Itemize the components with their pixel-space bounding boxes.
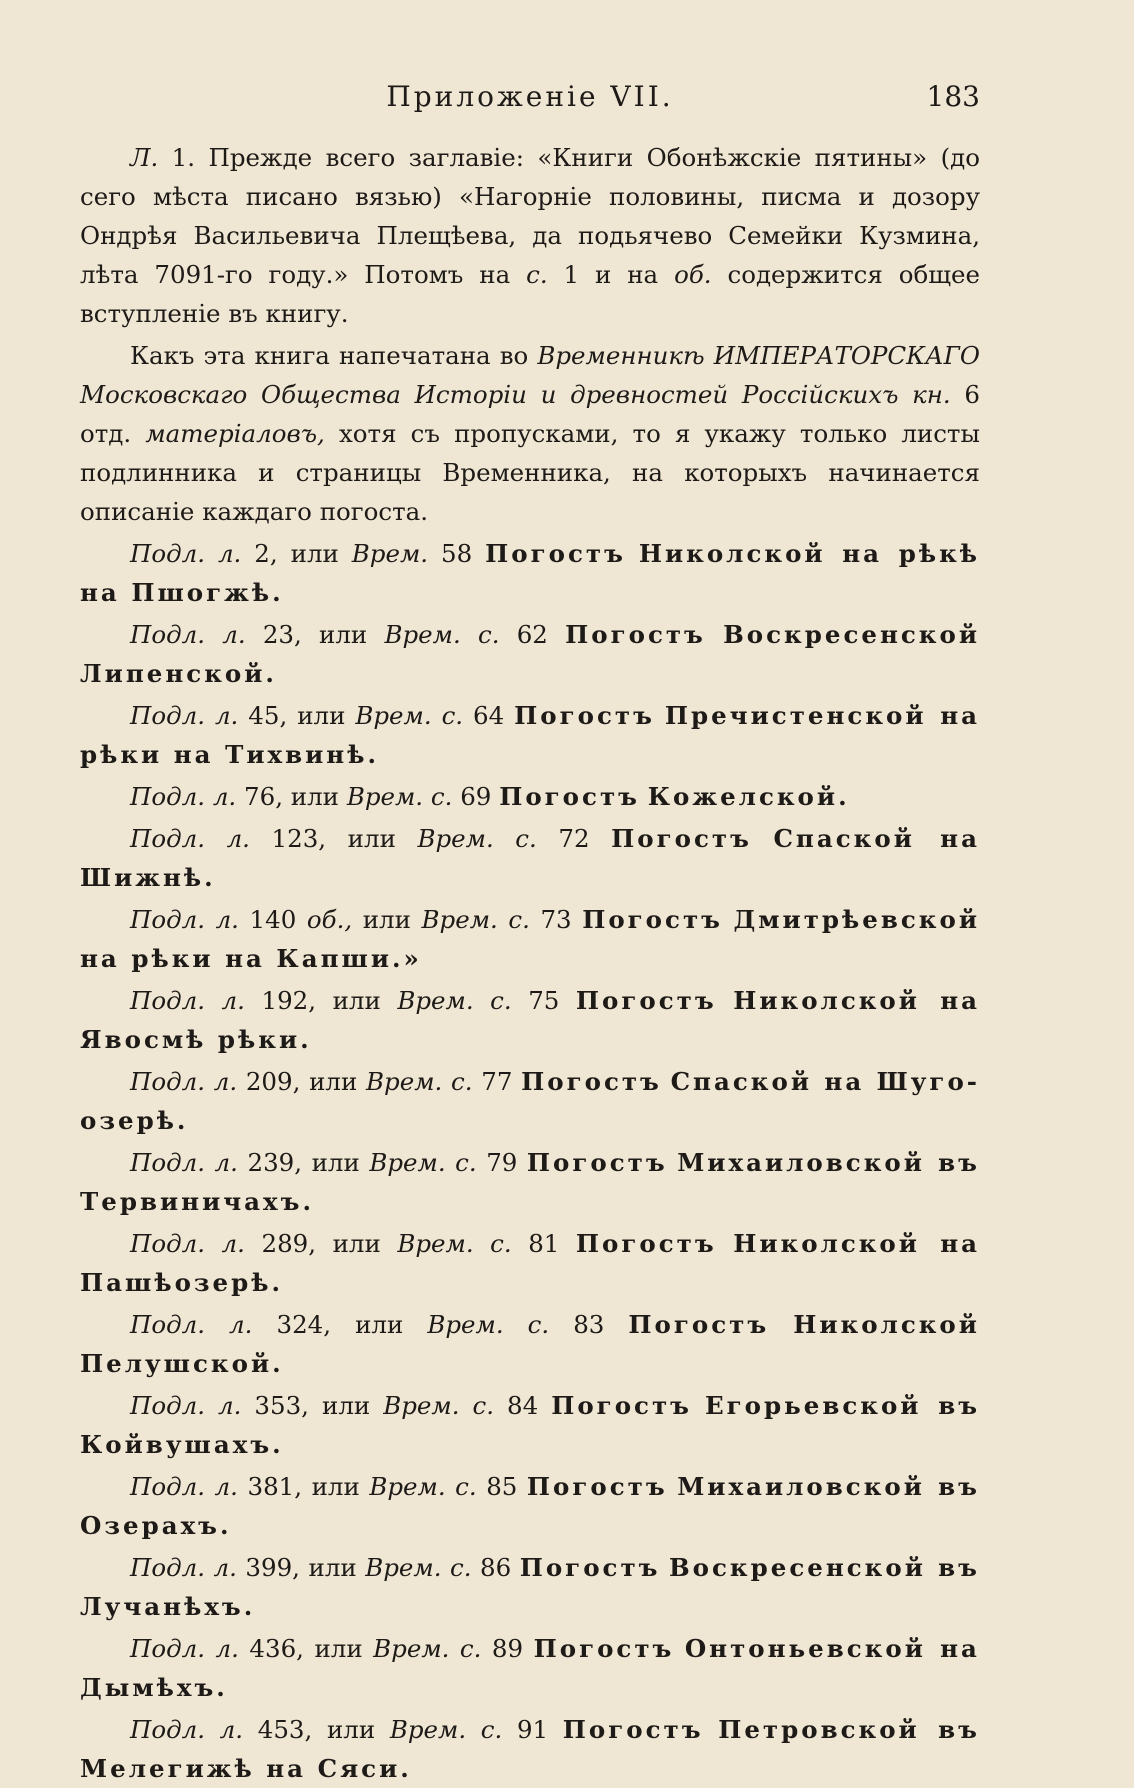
pogost-name: Воскресенской Липенской. (80, 620, 981, 688)
leaf-abbrev: Подл. л. (130, 1553, 237, 1582)
pogost-word: Погостъ (519, 1553, 661, 1582)
or-word: или (309, 1067, 358, 1096)
vrem-page: 58 (441, 539, 473, 568)
pogost-entry (80, 900, 980, 978)
paragraph-text: Прежде всего заглавiе: «Книги Обонѣжскiе пятины» (до сего мѣста писано вязью) «Нагорнiе половины, писма и дозору Ондрѣя Васильевича Плещѣева, да подьячево Семейки Кузмина, лѣта 7091-го году.» Потомъ на (80, 143, 980, 289)
running-title: Приложенiе VII. (386, 80, 674, 113)
vrem-page: 84 (507, 1391, 539, 1420)
vrem-page: 62 (516, 620, 548, 649)
vrem-abbrev: Врем. с. (383, 1391, 495, 1420)
pogost-entry (80, 534, 980, 612)
leaf-abbrev: Подл. л. (130, 1715, 244, 1744)
pogost-word: Погостъ (628, 1310, 770, 1339)
leaf-abbrev: Подл. л. (130, 824, 250, 853)
vrem-page: 77 (481, 1067, 513, 1096)
leaf-number: 324, (276, 1310, 332, 1339)
verso-abbrev: об., (306, 905, 353, 934)
pogost-entry (80, 615, 980, 693)
italic-term: матерiаловъ, (145, 419, 325, 448)
pogost-word: Погостъ (575, 1229, 717, 1258)
or-word: или (308, 1553, 357, 1582)
pogost-word: Погостъ (485, 539, 626, 568)
pogost-entry (80, 1386, 980, 1464)
or-word: или (355, 1310, 404, 1339)
or-word: или (326, 1715, 376, 1744)
page-number: 183 (926, 80, 980, 113)
leaf-number: 45, (248, 701, 288, 730)
paragraph-text: содержится общее вступленiе въ книгу. (80, 260, 980, 328)
or-word: или (332, 986, 381, 1015)
or-word: или (362, 905, 411, 934)
or-word: или (290, 539, 339, 568)
pogost-entry (80, 1710, 980, 1788)
pogost-name: Михаиловской въ Озерахъ. (80, 1472, 980, 1540)
leaf-abbrev: Подл. л. (130, 1634, 239, 1663)
vrem-abbrev: Врем. с. (355, 701, 464, 730)
leaf-abbrev: Подл. л. (130, 701, 239, 730)
leaf-number: 76, (244, 782, 283, 811)
leaf-abbrev: Подл. л. (130, 986, 245, 1015)
vrem-page: 69 (460, 782, 492, 811)
leaf-number: 2, (254, 539, 278, 568)
pogost-entry (80, 1224, 980, 1302)
vrem-abbrev: Врем. (351, 539, 429, 568)
vrem-page: 83 (573, 1310, 605, 1339)
vrem-page: 85 (486, 1472, 518, 1501)
page-abbrev: с. (526, 260, 548, 289)
vrem-page: 89 (491, 1634, 524, 1663)
pogost-word: Погостъ (533, 1634, 675, 1663)
vrem-page: 72 (558, 824, 590, 853)
vrem-page: 75 (528, 986, 560, 1015)
leaf-abbrev: Подл. л. (130, 905, 239, 934)
pogost-word: Погостъ (575, 986, 717, 1015)
vrem-abbrev: Врем. с. (427, 1310, 550, 1339)
pogost-name: Николской на Явосмѣ рѣки. (80, 986, 981, 1054)
pogost-entry (80, 1467, 980, 1545)
pogost-name: Онтоньевской на Дымѣхъ. (80, 1634, 980, 1702)
pogost-name: Николской на рѣкѣ на Пшогжѣ. (80, 539, 981, 607)
pogost-word: Погостъ (526, 1472, 668, 1501)
pogost-name: Спаской на Шуго-озерѣ. (80, 1067, 980, 1135)
leaf-number: 353, (254, 1391, 309, 1420)
leaf-number: 140 (249, 905, 297, 934)
pogost-name: Кожелской. (647, 782, 850, 811)
leaf-abbrev: Подл. л. (130, 1310, 253, 1339)
pogost-name: Николской на Пашѣозерѣ. (80, 1229, 981, 1297)
vrem-abbrev: Врем. с. (384, 620, 500, 649)
pogost-entry (80, 1629, 980, 1707)
pogost-word: Погостъ (499, 782, 640, 811)
leaf-number: 453, (257, 1715, 313, 1744)
leaf-number: 192, (261, 986, 317, 1015)
vrem-abbrev: Врем. с. (366, 1067, 473, 1096)
pogost-name: Михаиловской въ Тервиничахъ. (80, 1148, 980, 1216)
or-word: или (297, 701, 346, 730)
paragraph-text: Какъ эта книга напечатана во (130, 341, 529, 370)
leaf-abbrev: Подл. л. (130, 620, 246, 649)
leaf-number: 436, (249, 1634, 304, 1663)
pogost-name: Спаской на Шижнѣ. (80, 824, 980, 892)
leaf-number: 209, (245, 1067, 301, 1096)
leaf-abbrev: Подл. л. (130, 1229, 245, 1258)
vrem-page: 81 (528, 1229, 560, 1258)
pogost-name: Николской Пелушской. (80, 1310, 980, 1378)
leaf-abbrev: Подл. л. (130, 539, 242, 568)
vrem-abbrev: Врем. с. (373, 1634, 482, 1663)
pogost-word: Погостъ (565, 620, 706, 649)
intro-paragraph-2 (80, 336, 980, 531)
leaf-abbrev: Подл. л. (130, 1391, 242, 1420)
pogost-name: Воскресенской въ Лучанѣхъ. (80, 1553, 980, 1621)
vrem-abbrev: Врем. с. (421, 905, 530, 934)
pogost-name: Дмитрѣевской на рѣки на Капши.» (80, 905, 980, 973)
leaf-number: 289, (261, 1229, 317, 1258)
vrem-page: 64 (473, 701, 505, 730)
leaf-number: 399, (245, 1553, 300, 1582)
pogost-word: Погостъ (551, 1391, 692, 1420)
page-header (80, 80, 980, 120)
or-word: или (311, 1472, 360, 1501)
or-word: или (321, 1391, 371, 1420)
pogost-name: Егорьевской въ Койвушахъ. (80, 1391, 981, 1459)
leaf-number: 123, (271, 824, 327, 853)
italic-term: Московскаго Общества Исторiи и древностей Россiйскихъ кн. (80, 380, 951, 409)
pogost-entry (80, 819, 980, 897)
body-text (80, 138, 980, 1788)
vrem-abbrev: Врем. с. (369, 1472, 477, 1501)
leaf-number: 23, (262, 620, 302, 649)
pogost-name: Петровской въ Мелегижѣ на Сяси. (80, 1715, 980, 1783)
or-word: или (319, 620, 368, 649)
leaf-abbrev: Подл. л. (130, 1472, 238, 1501)
vrem-page: 91 (516, 1715, 549, 1744)
pogost-word: Погостъ (562, 1715, 704, 1744)
pogost-entry (80, 696, 980, 774)
italic-term: ИМПЕРАТОРСКАГО (713, 341, 980, 370)
or-word: или (332, 1229, 381, 1258)
pogost-entry (80, 1062, 980, 1140)
vrem-abbrev: Врем. с. (346, 782, 453, 811)
or-word: или (347, 824, 396, 853)
leaf-abbrev: Подл. л. (130, 782, 237, 811)
pogost-entry (80, 777, 980, 816)
pogost-entry (80, 1143, 980, 1221)
paragraph-text: 1 и на (563, 260, 659, 289)
vrem-page: 73 (540, 905, 572, 934)
vrem-page: 86 (480, 1553, 512, 1582)
paragraph-text: 6 отд. (80, 380, 980, 448)
leaf-abbrev: Л. (130, 143, 159, 172)
pogost-entry (80, 981, 980, 1059)
leaf-number: 239, (247, 1148, 303, 1177)
pogost-word: Погостъ (526, 1148, 668, 1177)
intro-paragraph-1 (80, 138, 980, 333)
pogost-word: Погостъ (582, 905, 723, 934)
vrem-abbrev: Врем. с. (397, 1229, 512, 1258)
or-word: или (311, 1148, 360, 1177)
pogost-list (80, 534, 980, 1788)
vrem-abbrev: Врем. с. (365, 1553, 472, 1582)
pogost-entry (80, 1305, 980, 1383)
or-word: или (290, 782, 340, 811)
vrem-abbrev: Врем. с. (397, 986, 512, 1015)
vrem-abbrev: Врем. с. (389, 1715, 503, 1744)
leaf-number: 1. (171, 143, 196, 172)
pogost-name: Пречистенской на рѣки на Тихвинѣ. (80, 701, 981, 769)
pogost-word: Погостъ (514, 701, 655, 730)
or-word: или (314, 1634, 363, 1663)
pogost-word: Погостъ (521, 1067, 662, 1096)
pogost-entry (80, 1548, 980, 1626)
italic-term: Временникѣ (537, 341, 705, 370)
vrem-page: 79 (486, 1148, 518, 1177)
verso-abbrev: об. (674, 260, 712, 289)
vrem-abbrev: Врем. с. (369, 1148, 477, 1177)
leaf-abbrev: Подл. л. (130, 1148, 238, 1177)
leaf-abbrev: Подл. л. (130, 1067, 238, 1096)
paragraph-text: хотя съ пропусками, то я укажу только листы подлинника и страницы Временника, на которыхъ начинается описанiе каждаго погоста. (80, 419, 980, 526)
leaf-number: 381, (247, 1472, 303, 1501)
pogost-word: Погостъ (611, 824, 752, 853)
vrem-abbrev: Врем. с. (417, 824, 537, 853)
